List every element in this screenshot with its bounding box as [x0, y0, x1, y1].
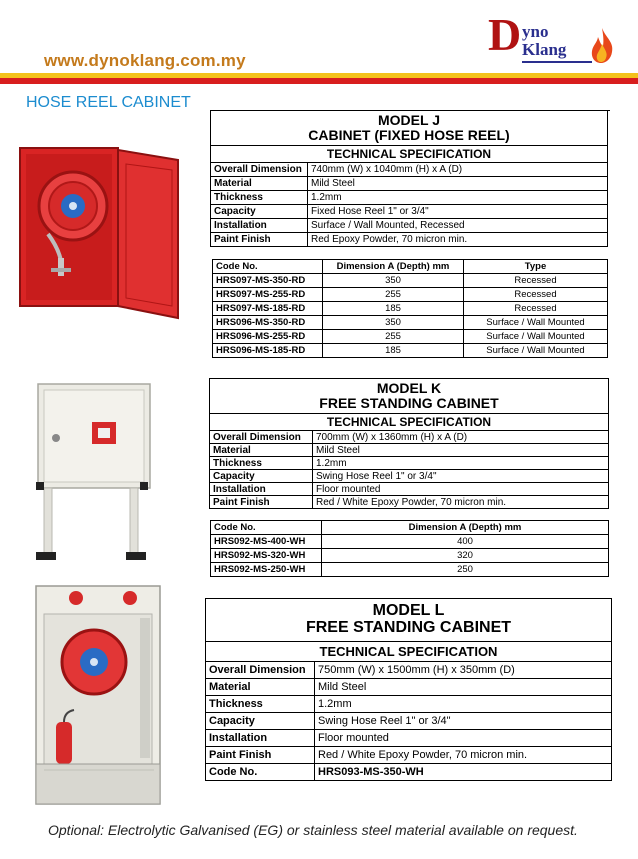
type-cell: Surface / Wall Mounted: [464, 330, 608, 344]
code-cell: HRS097-MS-185-RD: [213, 302, 323, 316]
spec-value: Mild Steel: [313, 444, 609, 457]
spec-label: Material: [206, 679, 315, 696]
spec-label: Installation: [206, 730, 315, 747]
model-k-code-table: [210, 520, 609, 577]
spec-value: Red / White Epoxy Powder, 70 micron min.: [313, 496, 609, 509]
spec-label: Thickness: [210, 457, 313, 470]
spec-value: 740mm (W) x 1040mm (H) x A (D): [308, 163, 608, 177]
model-l-cabinet-image: [34, 584, 164, 806]
spec-label: Paint Finish: [206, 747, 315, 764]
depth-cell: 400: [322, 535, 609, 549]
model-l-spec-heading: TECHNICAL SPECIFICATION: [206, 642, 612, 662]
spec-value: Fixed Hose Reel 1" or 3/4": [308, 205, 608, 219]
logo-letter: D: [488, 9, 522, 60]
spec-label: Capacity: [206, 713, 315, 730]
spec-label: Thickness: [206, 696, 315, 713]
logo-word-1: yno: [522, 22, 549, 41]
website-url[interactable]: www.dynoklang.com.my: [44, 51, 246, 70]
dyno-klang-logo: [488, 9, 618, 70]
section-title: HOSE REEL CABINET: [26, 94, 191, 111]
spec-value: 1.2mm: [313, 457, 609, 470]
model-j-spec-heading: TECHNICAL SPECIFICATION: [211, 146, 608, 163]
spec-value: Red / White Epoxy Powder, 70 micron min.: [315, 747, 612, 764]
spec-value: Swing Hose Reel 1" or 3/4": [315, 713, 612, 730]
model-k-spec-heading: TECHNICAL SPECIFICATION: [210, 414, 609, 431]
model-k-spec-table: [209, 378, 609, 509]
depth-cell: 255: [323, 330, 464, 344]
spec-value: 750mm (W) x 1500mm (H) x 350mm (D): [315, 662, 612, 679]
type-header: Type: [464, 260, 608, 274]
code-cell: HRS092-MS-320-WH: [211, 549, 322, 563]
code-cell: HRS096-MS-185-RD: [213, 344, 323, 358]
spec-label: Capacity: [211, 205, 308, 219]
spec-label: Installation: [210, 483, 313, 496]
spec-value: Mild Steel: [315, 679, 612, 696]
spec-label: Capacity: [210, 470, 313, 483]
model-k-cabinet-image: [36, 382, 156, 562]
spec-value: 1.2mm: [308, 191, 608, 205]
spec-label: Overall Dimension: [210, 431, 313, 444]
spec-value: 700mm (W) x 1360mm (H) x A (D): [313, 431, 609, 444]
code-header: Code No.: [211, 521, 322, 535]
model-l-spec-table: [205, 598, 612, 781]
model-l-subtitle: FREE STANDING CABINET: [305, 619, 512, 636]
logo-word-2: Klang: [522, 40, 567, 59]
model-j-cabinet-image: [18, 146, 186, 322]
spec-value: Floor mounted: [313, 483, 609, 496]
depth-header: Dimension A (Depth) mm: [323, 260, 464, 274]
code-cell: HRS092-MS-250-WH: [211, 563, 322, 577]
spec-label: Installation: [211, 219, 308, 233]
type-cell: Surface / Wall Mounted: [464, 316, 608, 330]
spec-value: Surface / Wall Mounted, Recessed: [308, 219, 608, 233]
code-cell: HRS096-MS-255-RD: [213, 330, 323, 344]
depth-cell: 350: [323, 274, 464, 288]
depth-cell: 255: [323, 288, 464, 302]
footer-note: Optional: Electrolytic Galvanised (EG) or stainless steel material available on request.: [48, 822, 578, 838]
code-cell: HRS096-MS-350-RD: [213, 316, 323, 330]
type-cell: Recessed: [464, 302, 608, 316]
logo-underline: [522, 61, 592, 63]
code-cell: HRS092-MS-400-WH: [211, 535, 322, 549]
spec-label: Overall Dimension: [211, 163, 308, 177]
type-cell: Recessed: [464, 288, 608, 302]
code-header: Code No.: [213, 260, 323, 274]
model-k-subtitle: FREE STANDING CABINET: [319, 395, 499, 411]
spec-label: Code No.: [206, 764, 315, 781]
header-stripe-red: [0, 78, 638, 84]
depth-cell: 185: [323, 302, 464, 316]
type-cell: Recessed: [464, 274, 608, 288]
spec-value: Floor mounted: [315, 730, 612, 747]
spec-label: Overall Dimension: [206, 662, 315, 679]
model-j-title: MODEL J: [378, 112, 440, 129]
spec-value: Swing Hose Reel 1" or 3/4": [313, 470, 609, 483]
spec-value: 1.2mm: [315, 696, 612, 713]
spec-label: Paint Finish: [210, 496, 313, 509]
code-cell: HRS097-MS-255-RD: [213, 288, 323, 302]
code-cell: HRS097-MS-350-RD: [213, 274, 323, 288]
flame-icon: [588, 26, 616, 64]
spec-value: Mild Steel: [308, 177, 608, 191]
depth-cell: 185: [323, 344, 464, 358]
code-value: HRS093-MS-350-WH: [315, 764, 612, 781]
spec-label: Material: [210, 444, 313, 457]
model-k-title: MODEL K: [376, 380, 442, 397]
depth-header: Dimension A (Depth) mm: [322, 521, 609, 535]
depth-cell: 320: [322, 549, 609, 563]
model-l-title: MODEL L: [372, 602, 445, 620]
spec-label: Material: [211, 177, 308, 191]
type-cell: Surface / Wall Mounted: [464, 344, 608, 358]
model-j-spec-table: [210, 110, 608, 247]
model-j-subtitle: CABINET (FIXED HOSE REEL): [308, 127, 510, 143]
spec-value: Red Epoxy Powder, 70 micron min.: [308, 233, 608, 247]
model-j-code-table: [212, 259, 608, 358]
depth-cell: 350: [323, 316, 464, 330]
spec-label: Paint Finish: [211, 233, 308, 247]
depth-cell: 250: [322, 563, 609, 577]
spec-label: Thickness: [211, 191, 308, 205]
